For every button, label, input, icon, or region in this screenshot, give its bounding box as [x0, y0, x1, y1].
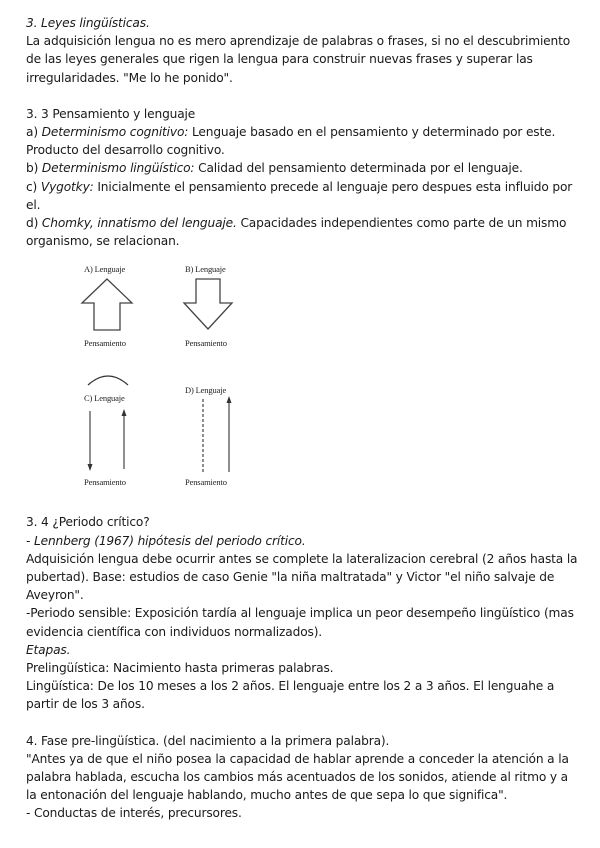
label-a-pensamiento: Pensamiento — [84, 338, 126, 349]
linguistica-text: Lingüística: De los 10 meses a los 2 años. El lenguaje entre los 2 a 3 años. El lenguahe a partir de los 3 años. — [26, 679, 555, 712]
arrow-up-a — [82, 279, 132, 330]
label-b-lenguaje: B) Lenguaje — [185, 264, 226, 275]
critical-period-text: Adquisición lengua debe ocurrir antes se complete la lateralizacion cerebral (2 años hasta la pubertad). Base: estudios de caso Genie "la niña maltratada" y Victor "el niño salvaje de Aveyron". — [26, 551, 578, 603]
thought-language-diagram — [26, 251, 288, 499]
section-3-3-title: 3. 3 Pensamiento y lenguaje — [26, 106, 196, 121]
section-3-2-title: 3. Leyes lingüísticas. — [26, 16, 150, 30]
lennberg-line: - Lennberg (1967) hipótesis del periodo crítico. — [26, 533, 306, 548]
section-3-4-title: 3. 4 ¿Periodo crítico? — [26, 515, 150, 530]
section-4-quote: "Antes ya de que el niño posea la capacidad de hablar aprende a conceder la atención a la palabra hablada, escucha los cambios más acentuados de los sonidos, atiende al ritmo y a la entonación del lenguaje hablando, mucho antes de que sepa lo que significa". — [26, 751, 569, 803]
label-c-pensamiento: Pensamiento — [84, 477, 126, 488]
arc-c — [88, 376, 128, 385]
label-d-pensamiento: Pensamiento — [185, 477, 227, 488]
item-a: a) Determinismo cognitivo: Lenguaje basado en el pensamiento y determinado por este. Producto del desarrollo cognitivo. — [26, 125, 556, 158]
document-page — [26, 14, 578, 823]
label-b-pensamiento: Pensamiento — [185, 338, 227, 349]
item-b: b) Determinismo lingüístico: Calidad del pensamiento determinada por el lenguaje. — [26, 161, 523, 176]
label-a-lenguaje: A) Lenguaje — [84, 264, 126, 275]
arrow-down-b — [184, 279, 232, 329]
item-c: c) Vygotky: Inicialmente el pensamiento precede al lenguaje pero despues esta influido por el. — [26, 179, 573, 212]
item-d: d) Chomky, innatismo del lenguaje. Capacidades independientes como parte de un mismo organismo, se relacionan. — [26, 216, 567, 249]
diagram-drawing — [26, 251, 288, 499]
etapas-heading: Etapas. — [26, 642, 71, 657]
prelinguistica-text: Prelingüística: Nacimiento hasta primeras palabras. — [26, 661, 334, 676]
section-4-title: 4. Fase pre-lingüística. (del nacimiento a la primera palabra). — [26, 733, 390, 748]
label-c-lenguaje: C) Lenguaje — [84, 393, 125, 404]
section-3-2-text: La adquisición lengua no es mero aprendizaje de palabras o frases, si no el descubrimiento de las leyes generales que rigen la lengua para construir nuevas frases y superar las irregularidades. "Me lo he ponido". — [26, 34, 571, 85]
label-d-lenguaje: D) Lenguaje — [185, 385, 227, 396]
section-4-conductas: - Conductas de interés, precursores. — [26, 806, 242, 821]
sensitive-period-text: -Periodo sensible: Exposición tardía al lenguaje implica un peor desempeño lingüístico (mas evidencia científica con individuos normalizados). — [26, 606, 574, 639]
